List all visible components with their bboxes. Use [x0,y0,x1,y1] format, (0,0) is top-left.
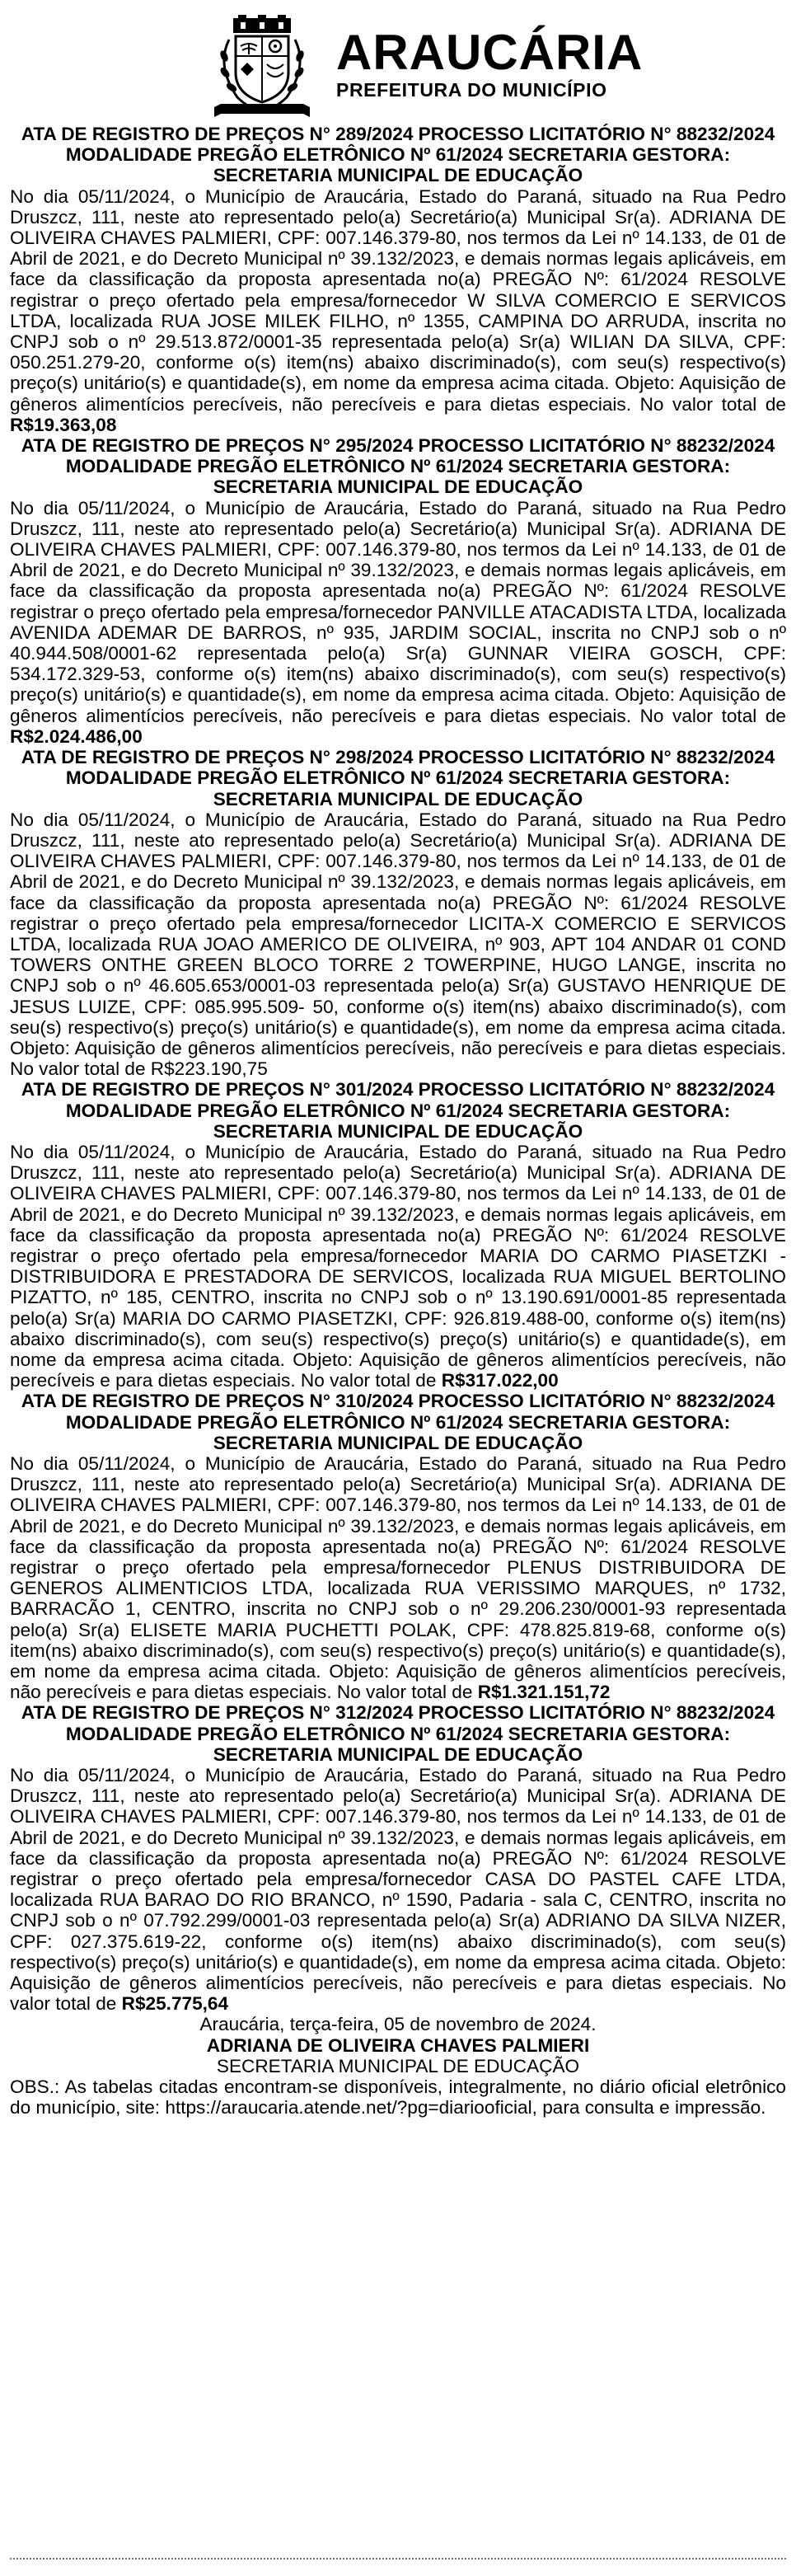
ata-section [10,1702,786,2014]
section-text: No dia 05/11/2024, o Município de Araucária, Estado do Paraná, situado na Rua Pedro Druszcz, 111, neste ato representado pelo(a) Secretário(a) Municipal Sr(a). ADRIANA DE OLIVEIRA CHAVES PALMIERI, CPF: 007.146.379-80, nos termos da Lei nº 14.133, de 01 de Abril de 2021, e do Decreto Municipal nº 39.132/2023, e demais normas legais aplicáveis, em face da classificação da proposta apresentada no(a) PREGÃO Nº: 61/2024 RESOLVE registrar o preço ofertado pela empresa/fornecedor MARIA DO CARMO PIASETZKI - DISTRIBUIDORA E PRESTADORA DE SERVICOS, localizada RUA MIGUEL BERTOLINO PIZATTO, nº 185, CENTRO, inscrita no CNPJ sob o nº 13.190.691/0001-85 representada pelo(a) Sr(a) MARIA DO CARMO PIASETZKI, CPF: 926.819.488-00, conforme o(s) item(ns) abaixo discriminado(s), com seu(s) respectivo(s) preço(s) unitário(s) e quantidade(s), em nome da empresa acima citada. Objeto: Aquisição de gêneros alimentícios perecíveis, não perecíveis e para dietas especiais. No valor total de [10,1141,786,1391]
header [0,0,796,124]
ata-section [10,124,786,435]
section-body [10,498,786,747]
brand-name: ARAUCÁRIA [336,25,644,80]
bottom-dotted-divider [10,2558,786,2560]
brand-block [336,25,644,101]
total-amount: R$1.321.151,72 [477,1682,611,1703]
total-amount: R$19.363,08 [10,414,117,435]
document-content [10,124,786,2119]
municipal-crest-icon [204,15,320,118]
ata-section [10,1391,786,1702]
section-body [10,809,786,1080]
section-heading: ATA DE REGISTRO DE PREÇOS N° 310/2024 PROCESSO LICITATÓRIO N° 88232/2024 MODALIDADE PREGÃO ELETRÔNICO Nº 61/2024 SECRETARIA GESTORA: SECRETARIA MUNICIPAL DE EDUCAÇÃO [21,1391,775,1453]
ata-section [10,747,786,1079]
section-body [10,1142,786,1391]
section-body [10,186,786,435]
section-heading: ATA DE REGISTRO DE PREÇOS N° 312/2024 PROCESSO LICITATÓRIO N° 88232/2024 MODALIDADE PREGÃO ELETRÔNICO Nº 61/2024 SECRETARIA GESTORA: SECRETARIA MUNICIPAL DE EDUCAÇÃO [21,1702,775,1765]
section-heading: ATA DE REGISTRO DE PREÇOS N° 289/2024 PROCESSO LICITATÓRIO N° 88232/2024 MODALIDADE PREGÃO ELETRÔNICO Nº 61/2024 SECRETARIA GESTORA: SECRETARIA MUNICIPAL DE EDUCAÇÃO [21,124,775,186]
section-heading: ATA DE REGISTRO DE PREÇOS N° 295/2024 PROCESSO LICITATÓRIO N° 88232/2024 MODALIDADE PREGÃO ELETRÔNICO Nº 61/2024 SECRETARIA GESTORA: SECRETARIA MUNICIPAL DE EDUCAÇÃO [21,435,775,498]
section-body [10,1765,786,2014]
observation-note: OBS.: As tabelas citadas encontram-se disponíveis, integralmente, no diário oficial eletrônico do município, site: https://araucaria.atende.net/?pg=diariooficial, para consulta e impressão. [10,2076,786,2119]
section-body [10,1453,786,1702]
signatory-role: SECRETARIA MUNICIPAL DE EDUCAÇÃO [216,2055,580,2076]
total-amount: R$317.022,00 [441,1370,559,1391]
footer [10,2014,786,2118]
section-text: No dia 05/11/2024, o Município de Araucária, Estado do Paraná, situado na Rua Pedro Druszcz, 111, neste ato representado pelo(a) Secretário(a) Municipal Sr(a). ADRIANA DE OLIVEIRA CHAVES PALMIERI, CPF: 007.146.379-80, nos termos da Lei nº 14.133, de 01 de Abril de 2021, e do Decreto Municipal nº 39.132/2023, e demais normas legais aplicáveis, em face da classificação da proposta apresentada no(a) PREGÃO Nº: 61/2024 RESOLVE registrar o preço ofertado pela empresa/fornecedor PANVILLE ATACADISTA LTDA, localizada AVENIDA ADEMAR DE BARROS, nº 935, JARDIM SOCIAL, inscrita no CNPJ sob o nº 40.944.508/0001-62 representada pelo(a) Sr(a) GUNNAR VIEIRA GOSCH, CPF: 534.172.329-53, conforme o(s) item(ns) abaixo discriminado(s), com seu(s) respectivo(s) preço(s) unitário(s) e quantidade(s), em nome da empresa acima citada. Objeto: Aquisição de gêneros alimentícios perecíveis, não perecíveis e para dietas especiais. No valor total de [10,497,786,726]
total-amount: R$2.024.486,00 [10,725,143,747]
total-amount: R$25.775,64 [121,1993,229,2015]
section-text: No dia 05/11/2024, o Município de Araucária, Estado do Paraná, situado na Rua Pedro Druszcz, 111, neste ato representado pelo(a) Secretário(a) Municipal Sr(a). ADRIANA DE OLIVEIRA CHAVES PALMIERI, CPF: 007.146.379-80, nos termos da Lei nº 14.133, de 01 de Abril de 2021, e do Decreto Municipal nº 39.132/2023, e demais normas legais aplicáveis, em face da classificação da proposta apresentada no(a) PREGÃO Nº: 61/2024 RESOLVE registrar o preço ofertado pela empresa/fornecedor LICITA-X COMERCIO E SERVICOS LTDA, localizada RUA JOAO AMERICO DE OLIVEIRA, nº 903, APT 104 ANDAR 01 COND TOWERS ONTHE GREEN BLOCO TORRE 2 TOWERPINE, HUGO LANGE, inscrita no CNPJ sob o nº 46.605.653/0001-03 representada pelo(a) Sr(a) GUSTAVO HENRIQUE DE JESUS LUIZE, CPF: 085.995.509- 50, conforme o(s) item(ns) abaixo discriminado(s), com seu(s) respectivo(s) preço(s) unitário(s) e quantidade(s), em nome da empresa acima citada. Objeto: Aquisição de gêneros alimentícios perecíveis, não perecíveis e para dietas especiais. No valor total de R$223.190,75 [10,809,786,1080]
ata-section [10,1079,786,1391]
section-text: No dia 05/11/2024, o Município de Araucária, Estado do Paraná, situado na Rua Pedro Druszcz, 111, neste ato representado pelo(a) Secretário(a) Municipal Sr(a). ADRIANA DE OLIVEIRA CHAVES PALMIERI, CPF: 007.146.379-80, nos termos da Lei nº 14.133, de 01 de Abril de 2021, e do Decreto Municipal nº 39.132/2023, e demais normas legais aplicáveis, em face da classificação da proposta apresentada no(a) PREGÃO Nº: 61/2024 RESOLVE registrar o preço ofertado pela empresa/fornecedor W SILVA COMERCIO E SERVICOS LTDA, localizada RUA JOSE MILEK FILHO, nº 1355, CAMPINA DO ARRUDA, inscrita no CNPJ sob o nº 29.513.872/0001-35 representada pelo(a) Sr(a) WILIAN DA SILVA, CPF: 050.251.279-20, conforme o(s) item(ns) abaixo discriminado(s), com seu(s) respectivo(s) preço(s) unitário(s) e quantidade(s), em nome da empresa acima citada. Objeto: Aquisição de gêneros alimentícios perecíveis, não perecíveis e para dietas especiais. No valor total de [10,185,786,415]
ata-section [10,435,786,747]
section-text: No dia 05/11/2024, o Município de Araucária, Estado do Paraná, situado na Rua Pedro Druszcz, 111, neste ato representado pelo(a) Secretário(a) Municipal Sr(a). ADRIANA DE OLIVEIRA CHAVES PALMIERI, CPF: 007.146.379-80, nos termos da Lei nº 14.133, de 01 de Abril de 2021, e do Decreto Municipal nº 39.132/2023, e demais normas legais aplicáveis, em face da classificação da proposta apresentada no(a) PREGÃO Nº: 61/2024 RESOLVE registrar o preço ofertado pela empresa/fornecedor CASA DO PASTEL CAFE LTDA, localizada RUA BARAO DO RIO BRANCO, nº 1590, Padaria - sala C, CENTRO, inscrita no CNPJ sob o nº 07.792.299/0001-03 representada pelo(a) Sr(a) ADRIANO DA SILVA NIZER, CPF: 027.375.619-22, conforme o(s) item(ns) abaixo discriminado(s), com seu(s) respectivo(s) preço(s) unitário(s) e quantidade(s), em nome da empresa acima citada. Objeto: Aquisição de gêneros alimentícios perecíveis, não perecíveis e para dietas especiais. No valor total de [10,1765,786,2015]
signatory-name: ADRIANA DE OLIVEIRA CHAVES PALMIERI [206,2034,590,2056]
section-heading: ATA DE REGISTRO DE PREÇOS N° 298/2024 PROCESSO LICITATÓRIO N° 88232/2024 MODALIDADE PREGÃO ELETRÔNICO Nº 61/2024 SECRETARIA GESTORA: SECRETARIA MUNICIPAL DE EDUCAÇÃO [21,747,775,809]
section-text: No dia 05/11/2024, o Município de Araucária, Estado do Paraná, situado na Rua Pedro Druszcz, 111, neste ato representado pelo(a) Secretário(a) Municipal Sr(a). ADRIANA DE OLIVEIRA CHAVES PALMIERI, CPF: 007.146.379-80, nos termos da Lei nº 14.133, de 01 de Abril de 2021, e do Decreto Municipal nº 39.132/2023, e demais normas legais aplicáveis, em face da classificação da proposta apresentada no(a) PREGÃO Nº: 61/2024 RESOLVE registrar o preço ofertado pela empresa/fornecedor PLENUS DISTRIBUIDORA DE GENEROS ALIMENTICIOS LTDA, localizada RUA VERISSIMO MARQUES, nº 1732, BARRACÃO 1, CENTRO, inscrita no CNPJ sob o nº 29.206.230/0001-93 representada pelo(a) Sr(a) ELISETE MARIA PUCHETTI POLAK, CPF: 478.825.819-68, conforme o(s) item(ns) abaixo discriminado(s), com seu(s) respectivo(s) preço(s) unitário(s) e quantidade(s), em nome da empresa acima citada. Objeto: Aquisição de gêneros alimentícios perecíveis, não perecíveis e para dietas especiais. No valor total de [10,1453,786,1703]
section-heading: ATA DE REGISTRO DE PREÇOS N° 301/2024 PROCESSO LICITATÓRIO N° 88232/2024 MODALIDADE PREGÃO ELETRÔNICO Nº 61/2024 SECRETARIA GESTORA: SECRETARIA MUNICIPAL DE EDUCAÇÃO [21,1079,775,1142]
brand-subtitle: PREFEITURA DO MUNICÍPIO [336,79,607,101]
place-date: Araucária, terça-feira, 05 de novembro de 2024. [199,2014,597,2035]
